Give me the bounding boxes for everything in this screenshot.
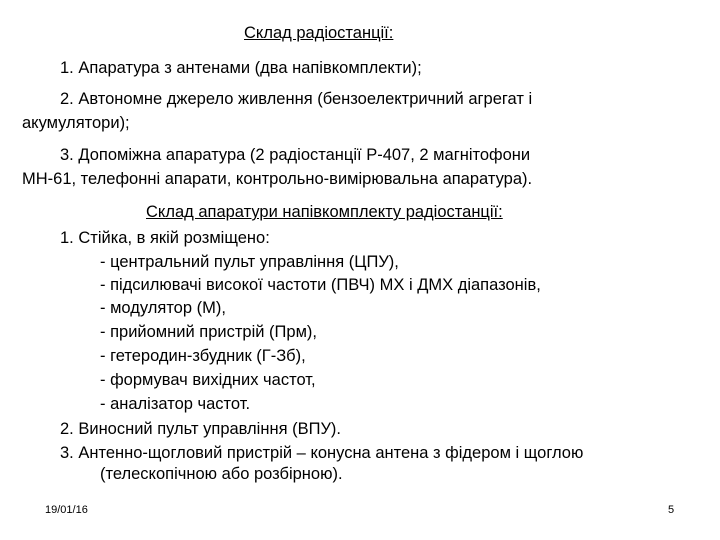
footer-date: 19/01/16 bbox=[45, 504, 88, 516]
paragraph-2-line-2: акумулятори); bbox=[22, 114, 130, 132]
paragraph-3-line-1: 3. Допоміжна апаратура (2 радіостанції Р-407, 2 магнітофони bbox=[60, 146, 531, 164]
paragraph-3-line-2: МН-61, телефонні апарати, контрольно-вимірювальна апаратура). bbox=[22, 170, 533, 188]
heading-station-composition: Склад радіостанції: bbox=[244, 24, 394, 42]
list-subitem: - прийомний пристрій (Прм), bbox=[100, 323, 318, 341]
list-subitem: - підсилювачі високої частоти (ПВЧ) МХ і ДМХ діапазонів, bbox=[100, 276, 541, 294]
list-subitem: - гетеродин-збудник (Г-Зб), bbox=[100, 347, 306, 365]
paragraph-2-line-1: 2. Автономне джерело живлення (бензоелектричний агрегат і bbox=[60, 90, 533, 108]
footer-page-number: 5 bbox=[668, 504, 675, 516]
list-subitem: - аналізатор частот. bbox=[100, 395, 251, 413]
list-item-antenna-line-2: (телескопічною або розбірною). bbox=[100, 465, 343, 483]
list-item-antenna-line-1: 3. Антенно-щогловий пристрій – конусна антена з фідером і щоглою bbox=[60, 444, 584, 462]
list-item-remote-panel: 2. Виносний пульт управління (ВПУ). bbox=[60, 420, 342, 438]
list-subitem: - формувач вихідних частот, bbox=[100, 371, 316, 389]
list-subitem: - модулятор (М), bbox=[100, 299, 226, 317]
heading-half-set-composition: Склад апаратури напівкомплекту радіостанції: bbox=[146, 203, 503, 221]
list-item-rack: 1. Стійка, в якій розміщено: bbox=[60, 229, 270, 247]
list-subitem: - центральний пульт управління (ЦПУ), bbox=[100, 253, 399, 271]
paragraph-1: 1. Апаратура з антенами (два напівкомплекти); bbox=[60, 59, 422, 77]
